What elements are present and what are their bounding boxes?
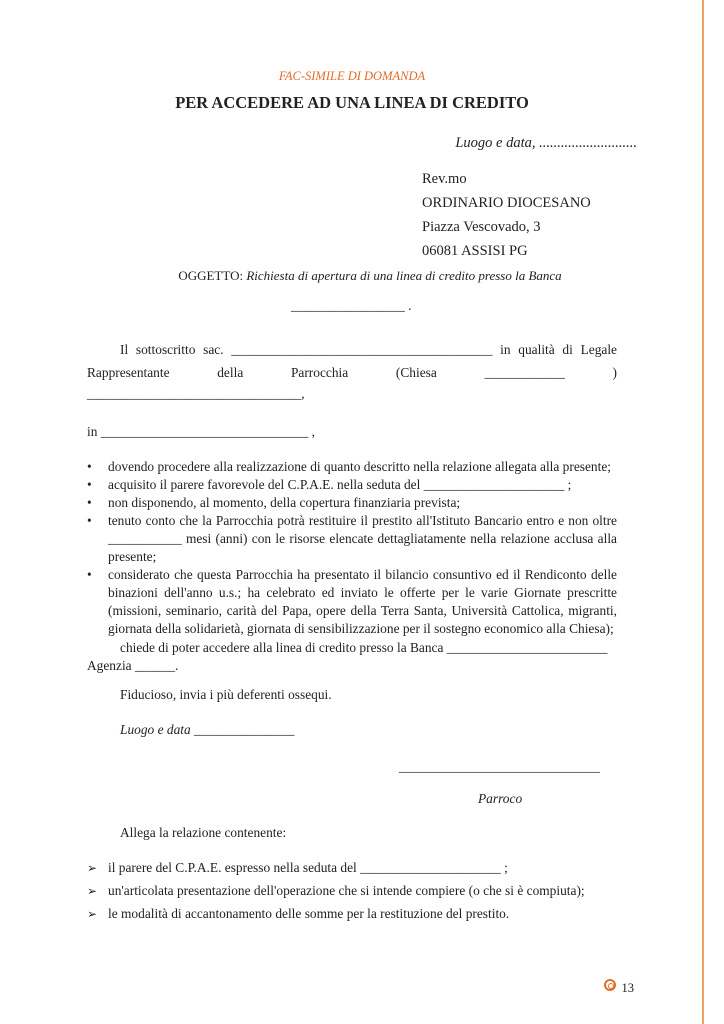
place-date-line: Luogo e data, ...........................	[455, 135, 637, 151]
page-edge-line	[702, 0, 704, 1024]
intro-line-2: Rappresentante della Parrocchia (Chiesa ____________ )	[87, 365, 617, 380]
list-item: ➢ le modalità di accantonamento delle somme per la restituzione del prestito.	[87, 906, 510, 921]
bank-blank-line: _________________ .	[291, 298, 412, 313]
request-line-2: Agenzia ______.	[87, 658, 179, 673]
bullet-dot-icon: •	[87, 477, 92, 492]
signature-label: Parroco	[478, 791, 523, 806]
location-in-line: in _______________________________ ,	[87, 424, 316, 439]
place-date-signature: Luogo e data _______________	[120, 722, 295, 737]
object-text: Richiesta di apertura di una linea di credito presso la Banca	[246, 268, 562, 283]
page-number: 13	[621, 981, 634, 995]
object-label: OGGETTO:	[178, 268, 244, 283]
list-item: • tenuto conto che la Parrocchia potrà restituire il prestito all'Istituto Bancario entro e non oltre ___________ mesi (anni) con le risorse elencate dettagliatamente nella relazione acclusa alla presente;	[87, 513, 617, 564]
attachments-intro: Allega la relazione contenente:	[120, 825, 287, 840]
document-title: PER ACCEDERE AD UNA LINEA DI CREDITO	[175, 93, 529, 112]
signature-line: ______________________________	[399, 759, 600, 774]
recipient-line-3: Piazza Vescovado, 3	[422, 219, 541, 235]
bullet-dot-icon: •	[87, 495, 92, 510]
arrow-bullet-icon: ➢	[87, 884, 98, 898]
document-kicker: FAC-SIMILE DI DOMANDA	[278, 69, 426, 83]
recipient-line-4: 06081 ASSISI PG	[422, 243, 528, 259]
list-item: • dovendo procedere alla realizzazione di quanto descritto nella relazione allegata alla presente;	[87, 459, 612, 474]
list-item: • acquisito il parere favorevole del C.P.A.E. nella seduta del _____________________ ;	[87, 477, 572, 492]
bullet-dot-icon: •	[87, 567, 92, 582]
circle-ornament-icon	[604, 979, 616, 991]
list-item: • non disponendo, al momento, della copertura finanziaria prevista;	[87, 495, 461, 510]
bullet-dot-icon: •	[87, 513, 92, 528]
list-item: ➢ un'articolata presentazione dell'operazione che si intende compiere (o che si è compiuta);	[87, 883, 585, 898]
closing-line: Fiducioso, invia i più deferenti ossequi.	[120, 687, 332, 702]
arrow-bullet-icon: ➢	[87, 861, 98, 875]
list-item: • considerato che questa Parrocchia ha presentato il bilancio consuntivo ed il Rendiconto delle binazioni dell'anno u.s.; ha celebrato ed inviato le offerte per le varie Giornate prescritte (missioni, seminario, carità del Papa, opere della Terra Santa, Università Cattolica, migranti, giornata della solidarietà, giornata di sensibilizzazione per il sostegno economico alla Chiesa);	[87, 567, 617, 636]
premises-list	[87, 458, 617, 638]
attachments-list	[87, 859, 647, 928]
recipient-line-2: ORDINARIO DIOCESANO	[422, 195, 591, 211]
request-line-1: chiede di poter accedere alla linea di credito presso la Banca ________________________	[120, 640, 608, 655]
list-item: ➢ il parere del C.P.A.E. espresso nella seduta del _____________________ ;	[87, 860, 508, 875]
intro-line-3: ________________________________,	[87, 386, 305, 401]
bullet-dot-icon: •	[87, 459, 92, 474]
recipient-line-1: Rev.mo	[422, 171, 467, 187]
arrow-bullet-icon: ➢	[87, 907, 98, 921]
object-line	[0, 268, 724, 284]
intro-line-1: Il sottoscritto sac. _______________________________________ in qualità di Legale	[120, 342, 617, 357]
